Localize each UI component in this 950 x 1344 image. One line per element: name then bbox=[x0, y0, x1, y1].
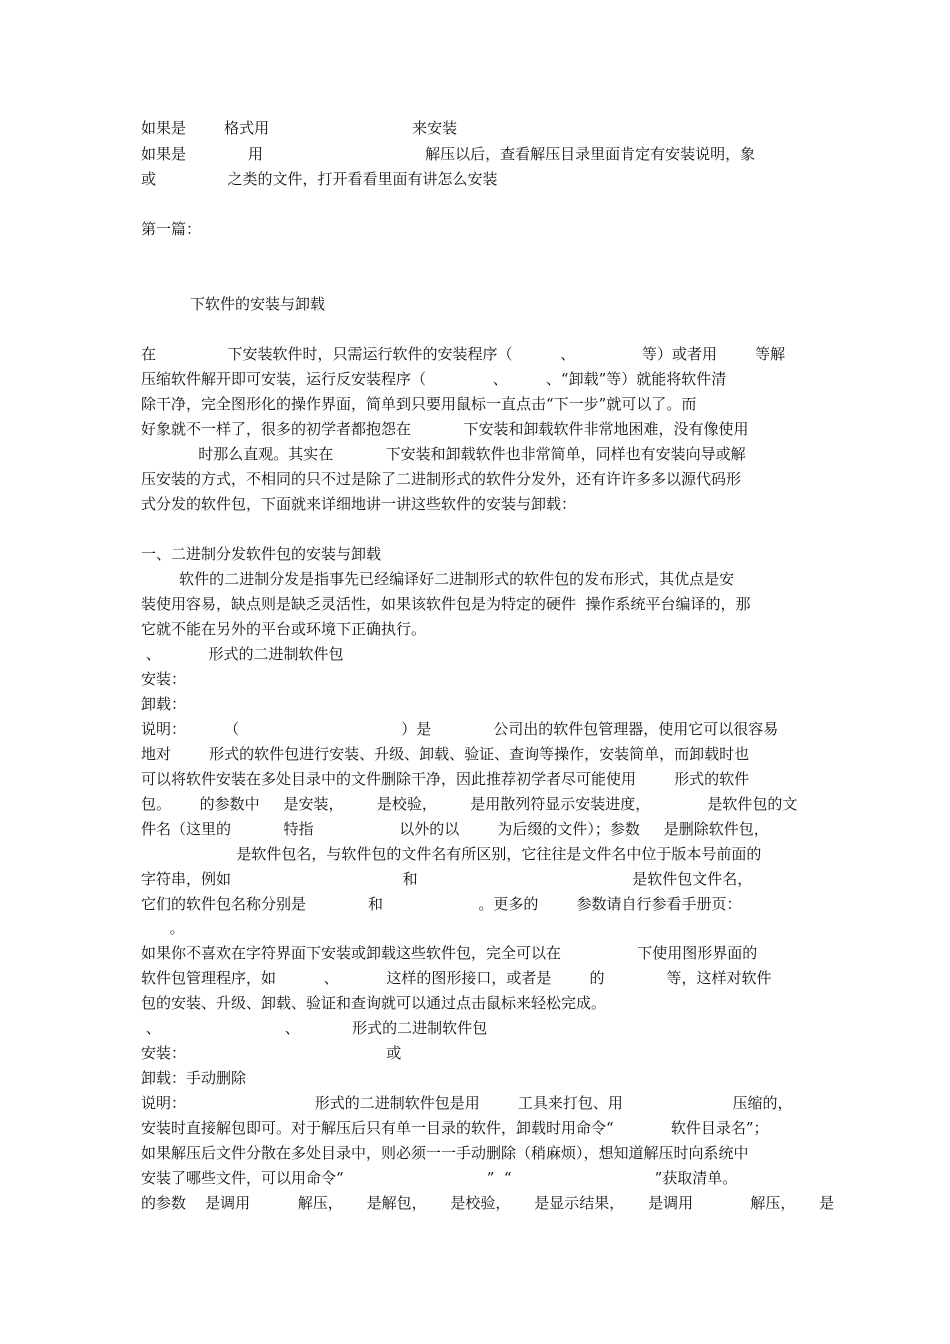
text-line: 字符串，例如 和 是软件包文件名， bbox=[141, 870, 753, 888]
text-line: 压安装的方式，不相同的只不过是除了二进制形式的软件分发外，还有许许多多以源代码形 bbox=[141, 470, 742, 488]
text-line: 如果是 格式用 来安装 bbox=[141, 119, 458, 137]
text-line: 安装了哪些文件，可以用命令“ ” “ ”获取清单。 bbox=[141, 1169, 738, 1187]
article-title: 下软件的安装与卸载 bbox=[190, 295, 326, 313]
text-line: 除干净，完全图形化的操作界面，简单到只要用鼠标一直点击“下一步”就可以了。而 bbox=[141, 395, 697, 413]
text-line: 说明： 形式的二进制软件包是用 工具来打包、用 压缩的， bbox=[141, 1094, 793, 1112]
text-line: 。 bbox=[141, 919, 185, 937]
text-line: 如果你不喜欢在字符界面下安装或卸载这些软件包，完全可以在 下使用图形界面的 bbox=[141, 944, 758, 962]
text-line: 包的安装、升级、卸载、验证和查询就可以通过点击鼠标来轻松完成。 bbox=[141, 994, 607, 1012]
text-line: 说明： （ ）是 公司出的软件包管理器，使用它可以很容易 bbox=[141, 720, 779, 738]
text-line: 它们的软件包名称分别是 和 。更多的 参数请自行参看手册页： bbox=[141, 895, 742, 913]
text-line: 安装： bbox=[141, 670, 187, 688]
text-line: 好象就不一样了，很多的初学者都抱怨在 下安装和卸载软件非常地困难，没有像使用 bbox=[141, 420, 749, 438]
section-heading: 第一篇： bbox=[141, 220, 202, 238]
text-line: 式分发的软件包，下面就来详细地讲一讲这些软件的安装与卸载： bbox=[141, 495, 577, 513]
text-line: 在 下安装软件时，只需运行软件的安装程序（ 、 等）或者用 等解 bbox=[141, 345, 786, 363]
item-heading: 、 形式的二进制软件包 bbox=[141, 645, 344, 663]
text-line: 时那么直观。其实在 下安装和卸载软件也非常简单，同样也有安装向导或解 bbox=[141, 445, 746, 463]
text-line: 可以将软件安装在多处目录中的文件删除干净，因此推荐初学者尽可能使用 形式的软件 bbox=[141, 770, 750, 788]
text-line: 卸载： bbox=[141, 695, 187, 713]
text-line: 包。 的参数中 是安装， 是校验， 是用散列符显示安装进度， 是软件包的文 bbox=[141, 795, 798, 813]
text-line: 是软件包名，与软件包的文件名有所区别，它往往是文件名中位于版本号前面的 bbox=[141, 845, 762, 863]
text-line: 地对 形式的软件包进行安装、升级、卸载、验证、查询等操作，安装简单，而卸载时也 bbox=[141, 745, 750, 763]
text-line: 如果解压后文件分散在多处目录中，则必须一一手动删除（稍麻烦），想知道解压时向系统中 bbox=[141, 1144, 749, 1162]
subsection-heading: 一、二进制分发软件包的安装与卸载 bbox=[141, 545, 382, 563]
text-line: 压缩软件解开即可安装，运行反安装程序（ 、 、“卸载”等）就能将软件清 bbox=[141, 370, 727, 388]
text-line: 安装时直接解包即可。对于解压后只有单一目录的软件，卸载时用命令“ 软件目录名”； bbox=[141, 1119, 769, 1137]
text-line: 装使用容易，缺点则是缺乏灵活性，如果该软件包是为特定的硬件 操作系统平台编译的，那 bbox=[141, 595, 751, 613]
text-line: 卸载：手动删除 bbox=[141, 1069, 247, 1087]
text-line: 件名（这里的 特指 以外的以 为后缀的文件）；参数 是删除软件包， bbox=[141, 820, 769, 838]
text-line: 如果是 用 解压以后，查看解压目录里面肯定有安装说明，象 bbox=[141, 145, 756, 163]
item-heading: 、 、 形式的二进制软件包 bbox=[141, 1019, 488, 1037]
text-line: 软件的二进制分发是指事先已经编译好二进制形式的软件包的发布形式，其优点是安 bbox=[141, 570, 735, 588]
text-line: 的参数 是调用 解压， 是解包， 是校验， 是显示结果， 是调用 解压， 是 bbox=[141, 1194, 835, 1212]
text-line: 软件包管理程序，如 、 这样的图形接口，或者是 的 等，这样对软件 bbox=[141, 969, 772, 987]
text-line: 它就不能在另外的平台或环境下正确执行。 bbox=[141, 620, 427, 638]
text-line: 或 之类的文件，打开看看里面有讲怎么安装 bbox=[141, 170, 498, 188]
text-line: 安装： 或 bbox=[141, 1044, 402, 1062]
